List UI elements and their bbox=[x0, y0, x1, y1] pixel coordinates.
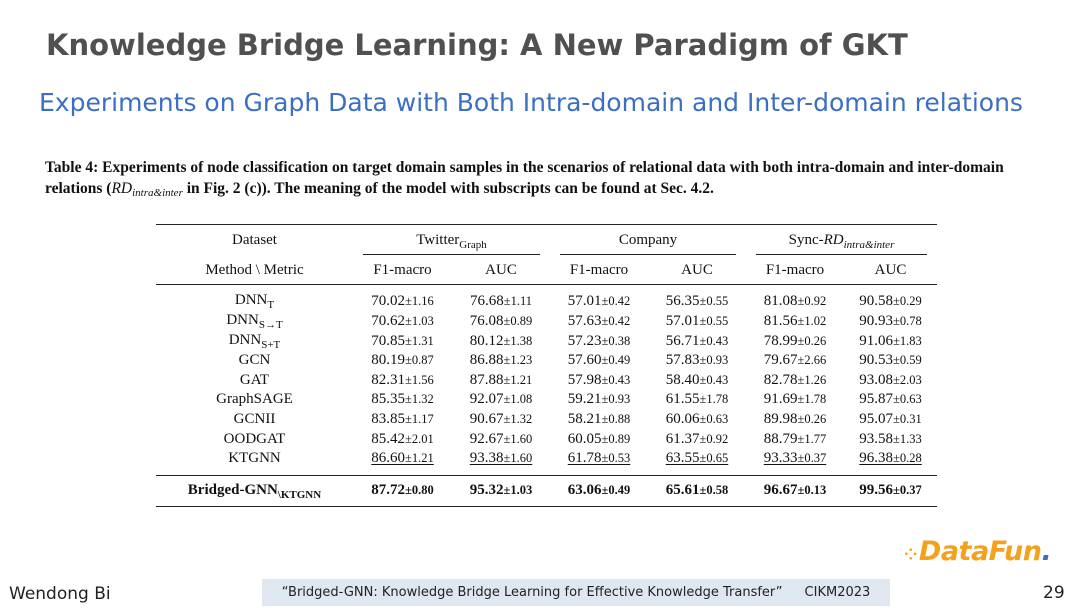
author-name: Wendong Bi bbox=[9, 584, 111, 604]
metric-value: 61.37±0.92 bbox=[665, 430, 729, 447]
metric-value: 90.93±0.78 bbox=[859, 312, 922, 329]
metric-value: 86.60±1.21 bbox=[371, 450, 434, 467]
metric-value: 57.01±0.55 bbox=[665, 312, 729, 329]
metric-header: AUC bbox=[648, 256, 746, 285]
header-row-datasets bbox=[156, 225, 937, 257]
metric-value: 80.19±0.87 bbox=[371, 352, 434, 369]
dataset-header: Dataset bbox=[232, 232, 277, 248]
metric-value: 70.02±1.16 bbox=[371, 292, 434, 309]
method-name: KTGNN bbox=[228, 450, 281, 467]
metric-value: 81.56±1.02 bbox=[763, 312, 827, 329]
metric-value: 92.07±1.08 bbox=[469, 391, 533, 408]
metric-value: 91.69±1.78 bbox=[763, 391, 827, 408]
conference-label: CIKM2023 bbox=[804, 585, 871, 600]
dataset-company: Company bbox=[550, 225, 746, 257]
metric-value: 56.71±0.43 bbox=[665, 332, 729, 349]
method-name: GAT bbox=[239, 371, 270, 388]
method-name: GCN bbox=[238, 352, 271, 369]
metric-value: 61.78±0.53 bbox=[567, 450, 631, 467]
metric-value: 96.38±0.28 bbox=[859, 450, 922, 467]
metric-value: 86.88±1.23 bbox=[469, 352, 533, 369]
table-row bbox=[156, 285, 937, 312]
caption-text-2: in Fig. 2 (c)). The meaning of the model with subscripts can be found at Sec. 4.2. bbox=[182, 180, 714, 197]
table-row bbox=[156, 410, 937, 430]
metric-value: 60.05±0.89 bbox=[567, 430, 631, 447]
metric-value: 89.98±0.26 bbox=[763, 411, 827, 428]
results-table bbox=[156, 224, 937, 507]
metric-value: 93.08±2.03 bbox=[859, 371, 922, 388]
best-model-row bbox=[156, 475, 937, 506]
table-row bbox=[156, 449, 937, 475]
slide-title: Knowledge Bridge Learning: A New Paradigm of GKT bbox=[46, 28, 908, 62]
method-name: OODGAT bbox=[223, 430, 286, 447]
metric-value: 57.01±0.42 bbox=[567, 292, 631, 309]
metric-value: 96.67±0.13 bbox=[746, 475, 844, 506]
metric-value: 80.12±1.38 bbox=[469, 332, 533, 349]
metric-value: 70.85±1.31 bbox=[371, 332, 434, 349]
metric-header: AUC bbox=[452, 256, 550, 285]
metric-value: 87.88±1.21 bbox=[469, 371, 533, 388]
metric-value: 85.42±2.01 bbox=[371, 430, 434, 447]
metric-value: 92.67±1.60 bbox=[469, 430, 533, 447]
metric-value: 85.35±1.32 bbox=[371, 391, 434, 408]
metric-value: 56.35±0.55 bbox=[665, 292, 729, 309]
metric-value: 83.85±1.17 bbox=[371, 411, 434, 428]
metric-header: AUC bbox=[844, 256, 937, 285]
method-name: Bridged-$GNN_{\backslash KTGNN}$ bbox=[156, 475, 353, 506]
metric-value: 59.21±0.93 bbox=[567, 391, 631, 408]
metric-value: 58.40±0.43 bbox=[665, 371, 729, 388]
caption-rd: RD bbox=[111, 180, 133, 197]
metric-value: 93.33±0.37 bbox=[763, 450, 827, 467]
table-caption bbox=[45, 157, 1055, 201]
metric-value: 93.38±1.60 bbox=[469, 450, 533, 467]
metric-header: F1-macro bbox=[353, 256, 452, 285]
metric-value: 90.58±0.29 bbox=[859, 292, 922, 309]
metric-value: 76.68±1.11 bbox=[469, 292, 533, 309]
metric-value: 61.55±1.78 bbox=[665, 391, 729, 408]
method-metric-header: Method \ Metric bbox=[156, 256, 353, 285]
metric-value: 87.72±0.80 bbox=[353, 475, 452, 506]
metric-value: 79.67±2.66 bbox=[763, 352, 827, 369]
metric-value: 95.87±0.63 bbox=[859, 391, 922, 408]
metric-value: 57.98±0.43 bbox=[567, 371, 631, 388]
metric-value: 57.83±0.93 bbox=[665, 352, 729, 369]
metric-value: 63.06±0.49 bbox=[550, 475, 648, 506]
metric-value: 82.31±1.56 bbox=[371, 371, 434, 388]
table-row bbox=[156, 371, 937, 391]
method-name: $DNN_T$ bbox=[234, 292, 275, 311]
metric-value: 95.07±0.31 bbox=[859, 411, 922, 428]
method-name: GCNII bbox=[233, 411, 276, 428]
metric-value: 57.23±0.38 bbox=[567, 332, 631, 349]
metric-value: 60.06±0.63 bbox=[665, 411, 729, 428]
dataset-sync: Sync-$RD_{intra\&inter}$ bbox=[746, 225, 937, 257]
metric-value: 78.99±0.26 bbox=[763, 332, 827, 349]
dataset-twitter: Twitter$_{Graph}$ bbox=[353, 225, 550, 257]
method-name: $DNN_{S\to T}$ bbox=[226, 312, 283, 331]
method-name: GraphSAGE bbox=[216, 391, 293, 408]
metric-value: 91.06±1.83 bbox=[859, 332, 922, 349]
metric-value: 57.63±0.42 bbox=[567, 312, 631, 329]
metric-value: 81.08±0.92 bbox=[763, 292, 827, 309]
caption-rd-sub: intra&inter bbox=[132, 187, 183, 199]
table-row bbox=[156, 390, 937, 410]
caption-text-1: Table 4: Experiments of node classification on target domain samples in the scenarios of relational data with both intra-domain and inter-domain relations ( bbox=[45, 159, 1004, 197]
table-row bbox=[156, 429, 937, 449]
table-row bbox=[156, 311, 937, 331]
metric-value: 99.56±0.37 bbox=[844, 475, 937, 506]
datafun-logo: ⁘DataFun. bbox=[904, 536, 1052, 567]
header-row-metrics bbox=[156, 256, 937, 285]
metric-value: 65.61±0.58 bbox=[648, 475, 746, 506]
logo-dots-icon: ⁘ bbox=[904, 545, 917, 564]
metric-value: 88.79±1.77 bbox=[763, 430, 827, 447]
metric-value: 93.58±1.33 bbox=[859, 430, 922, 447]
reference-bar bbox=[262, 579, 890, 606]
metric-header: F1-macro bbox=[746, 256, 844, 285]
metric-value: 82.78±1.26 bbox=[763, 371, 827, 388]
paper-reference: “Bridged-GNN: Knowledge Bridge Learning for Effective Knowledge Transfer” bbox=[281, 585, 783, 600]
slide-subtitle: Experiments on Graph Data with Both Intra-domain and Inter-domain relations bbox=[39, 88, 1023, 117]
table-row bbox=[156, 331, 937, 351]
metric-value: 90.53±0.59 bbox=[859, 352, 922, 369]
metric-value: 76.08±0.89 bbox=[469, 312, 533, 329]
metric-value: 57.60±0.49 bbox=[567, 352, 631, 369]
metric-value: 63.55±0.65 bbox=[665, 450, 729, 467]
method-name: $DNN_{S+T}$ bbox=[228, 332, 281, 351]
metric-value: 58.21±0.88 bbox=[567, 411, 631, 428]
table-row bbox=[156, 351, 937, 371]
metric-value: 90.67±1.32 bbox=[469, 411, 533, 428]
metric-value: 95.32±1.03 bbox=[452, 475, 550, 506]
page-number: 29 bbox=[1043, 583, 1065, 603]
metric-header: F1-macro bbox=[550, 256, 648, 285]
metric-value: 70.62±1.03 bbox=[371, 312, 434, 329]
